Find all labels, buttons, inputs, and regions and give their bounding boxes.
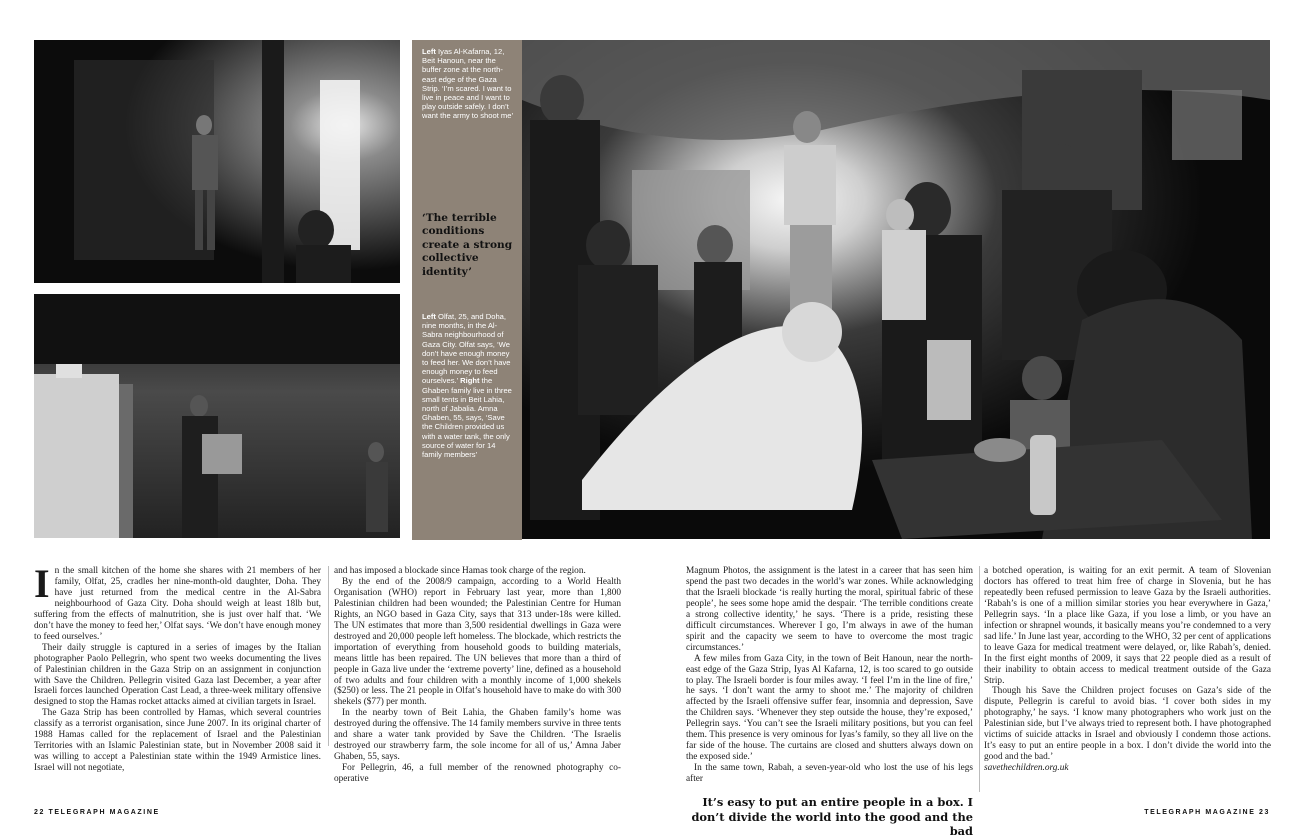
article-paragraph: Though his Save the Children project focuses on Gaza’s side of the dispute, Pellegrin is careful to avoid bias. ‘I cover both sides in my photography,’ he says. ‘I know many photographers who work just on the Palestinian side, but I’ve always tried to represent both. I have photographed victims of suicide attacks in Israel and obviously I condemn those actions. It’s easy to put an entire people in a box. I don’t divide the world into the good and the bad.’ <box>984 686 1271 763</box>
article-paragraph: For Pellegrin, 46, a full member of the renowned photography co-operative <box>334 763 621 785</box>
caption-bottom-lead-right: Right <box>460 376 480 386</box>
article-url <box>984 763 1271 774</box>
photo-mother-kitchen-image <box>34 294 400 538</box>
article-column-3 <box>686 566 973 785</box>
article-url-text: savethechildren.org.uk <box>984 763 1069 774</box>
bottom-pull-quote: It’s easy to put an entire people in a box. I don’t divide the world into the good and the bad <box>691 795 973 839</box>
photo-family-tent <box>522 40 1270 539</box>
caption-top <box>422 47 514 121</box>
article-paragraph: and has imposed a blockade since Hamas took charge of the region. <box>334 566 586 576</box>
caption-bottom-lead-left: Left <box>422 312 436 321</box>
caption-bottom-text-right: the Ghaben family live in three small tents in Beit Lahia, north of Jabalia. Amna Ghaben, 55, says, ‘Save the Children provided us with a water tank, the only source of water for 14 family members’ <box>422 376 512 460</box>
photo-family-tent-image <box>522 40 1270 539</box>
pull-quote: ‘The terrible conditions create a strong collective identity’ <box>422 212 513 278</box>
folio-right: TELEGRAPH MAGAZINE 23 <box>1144 809 1270 816</box>
photo-boy-window <box>34 40 400 283</box>
caption-bottom <box>422 312 514 459</box>
article-column-2 <box>334 566 621 785</box>
caption-top-text: Iyas Al-Kafarna, 12, Beit Hanoun, near the buffer zone at the north-east edge of the Gaza Strip. ‘I’m scared. I want to live in peace and I want to play outside safely. I don’t want the army to shoot me’ <box>422 47 514 121</box>
folio-left: 22 TELEGRAPH MAGAZINE <box>34 809 160 816</box>
article-paragraph: By the end of the 2008/9 campaign, according to a World Health Organisation (WHO) report in February last year, more than 1,800 Palestinian children had been wounded; the Palestinian Centre for Human Rights, an NGO based in Gaza City, says that 313 under-18s were killed. The UN estimates that more than 3,500 residential dwellings in Gaza were destroyed and 20,000 people left homeless. The blockade, which restricts the importation of everything from household goods to building materials, means little has been repaired. The UN believes that more than a third of people in Gaza live under the ‘extreme poverty’ line, defined as a household of two adults and four children with a monthly income of 1,000 shekels ($250) or less. The 21 people in Olfat’s household have to make do with 300 shekels ($77) per month. <box>334 576 621 708</box>
article-paragraph: a botched operation, is waiting for an exit permit. A team of Slovenian doctors has offered to treat him free of charge in Slovenia, but he has repeatedly been refused permission to leave Gaza by the Israeli authorities. ‘Rabah’s is one of a million similar stories you hear everywhere in Gaza,’ Pellegrin says. ‘In a place like Gaza, if you lose a limb, or you have an infection or shrapnel wounds, it basically means you’re condemned to a very sad life.’ In June last year, according to the WHO, 32 per cent of applications to leave Gaza for medical treatment were delayed, or, like Rabah’s, denied. In the first eight months of 2009, it says that 22 people died as a result of their inability to obtain access to medical treatment outside of the Gaza Strip. <box>984 566 1271 686</box>
caption-top-lead: Left <box>422 47 436 56</box>
article-paragraph: In the nearby town of Beit Lahia, the Ghaben family’s home was destroyed during the offensive. The 14 family members survive in three tents and share a water tank provided by Save the Children. ‘The Israelis destroyed our strawberry farm, the sole income for all of us,’ Amna Jaber Ghaben, 55, says. <box>334 708 621 763</box>
article-column-1 <box>34 561 321 774</box>
article-paragraph: In the same town, Rabah, a seven-year-old who lost the use of his legs after <box>686 763 973 785</box>
column-divider <box>979 566 980 792</box>
article-paragraph: Their daily struggle is captured in a series of images by the Italian photographer Paolo Pellegrin, who spent two weeks documenting the lives of Palestinian children in the Gaza Strip on an assignment in conjunction with Save the Children. Pellegrin visited Gaza last December, a year after Israeli forces launched Operation Cast Lead, a three-week military offensive designed to stop the Hamas rocket attacks aimed at civilian targets in Israel. <box>34 642 321 708</box>
article-paragraph: Magnum Photos, the assignment is the latest in a career that has seen him spend the past two decades in the world’s war zones. While acknowledging that the Israeli blockade ‘is really hurting the moral, spiritual fabric of these people’, he sees some hope amid the despair. ‘The terrible conditions create a strong collective identity,’ he says. ‘There is a pride, resisting these difficult circumstances. Wherever I go, I’m always in awe of the human spirit and the capacity we seem to have to overcome the most tragic circumstances.’ <box>686 566 973 653</box>
article-paragraph <box>34 561 321 643</box>
article-paragraph: A few miles from Gaza City, in the town of Beit Hanoun, near the north-east edge of the Gaza Strip, Iyas Al Kafarna, 12, is too scared to go outside to play. The Israeli border is four miles away. ‘I feel I’m in the line of fire,’ he says. ‘I don’t want the army to shoot me.’ The majority of children affected by the Israeli offensive suffer fear, insomnia and depression, Save the Children says. ‘Whenever they step outside the house, they’re exposed,’ Pellegrin says. ‘You can’t see the Israeli military positions, but you can feel them. This presence is very ominous for Iyas’s family, so they all live on the far side of the house. The curtains are closed and shutters always down on the exposed side.’ <box>686 653 973 763</box>
article-paragraph: The Gaza Strip has been controlled by Hamas, which several countries classify as a terrorist organisation, since June 2007. In its original charter of 1988 Hamas called for the replacement of Israel and the Palestinian Territories with an Islamic Palestinian state, but in November 2008 said it was willing to accept a Palestinian state within the 1949 Armistice lines. Israel will not negotiate, <box>34 708 321 774</box>
column-divider <box>328 566 329 746</box>
caption-bottom-text-left: Olfat, 25, and Doha, nine months, in the Al-Sabra neighbourhood of Gaza City. Olfat says, ‘We don’t have enough money to feed her. We don’t have enough money to feed ourselves.’ <box>422 312 511 386</box>
photo-mother-kitchen <box>34 294 400 538</box>
drop-cap: I <box>34 561 50 606</box>
article-column-4 <box>984 566 1271 774</box>
caption-panel <box>412 40 522 540</box>
photo-boy-window-image <box>34 40 400 283</box>
article-text: n the small kitchen of the home she shares with 21 members of her family, Olfat, 25, cradles her nine-month-old daughter, Doha. They have just returned from the medical centre in the Al-Sabra neighbourhood of Gaza City. Doha should weigh at least 18lb but, suffering from the effects of malnutrition, she is just over half that. ‘We don’t have the money to feed her,’ Olfat says. ‘We don’t have enough money to feed ourselves.’ <box>34 566 321 642</box>
